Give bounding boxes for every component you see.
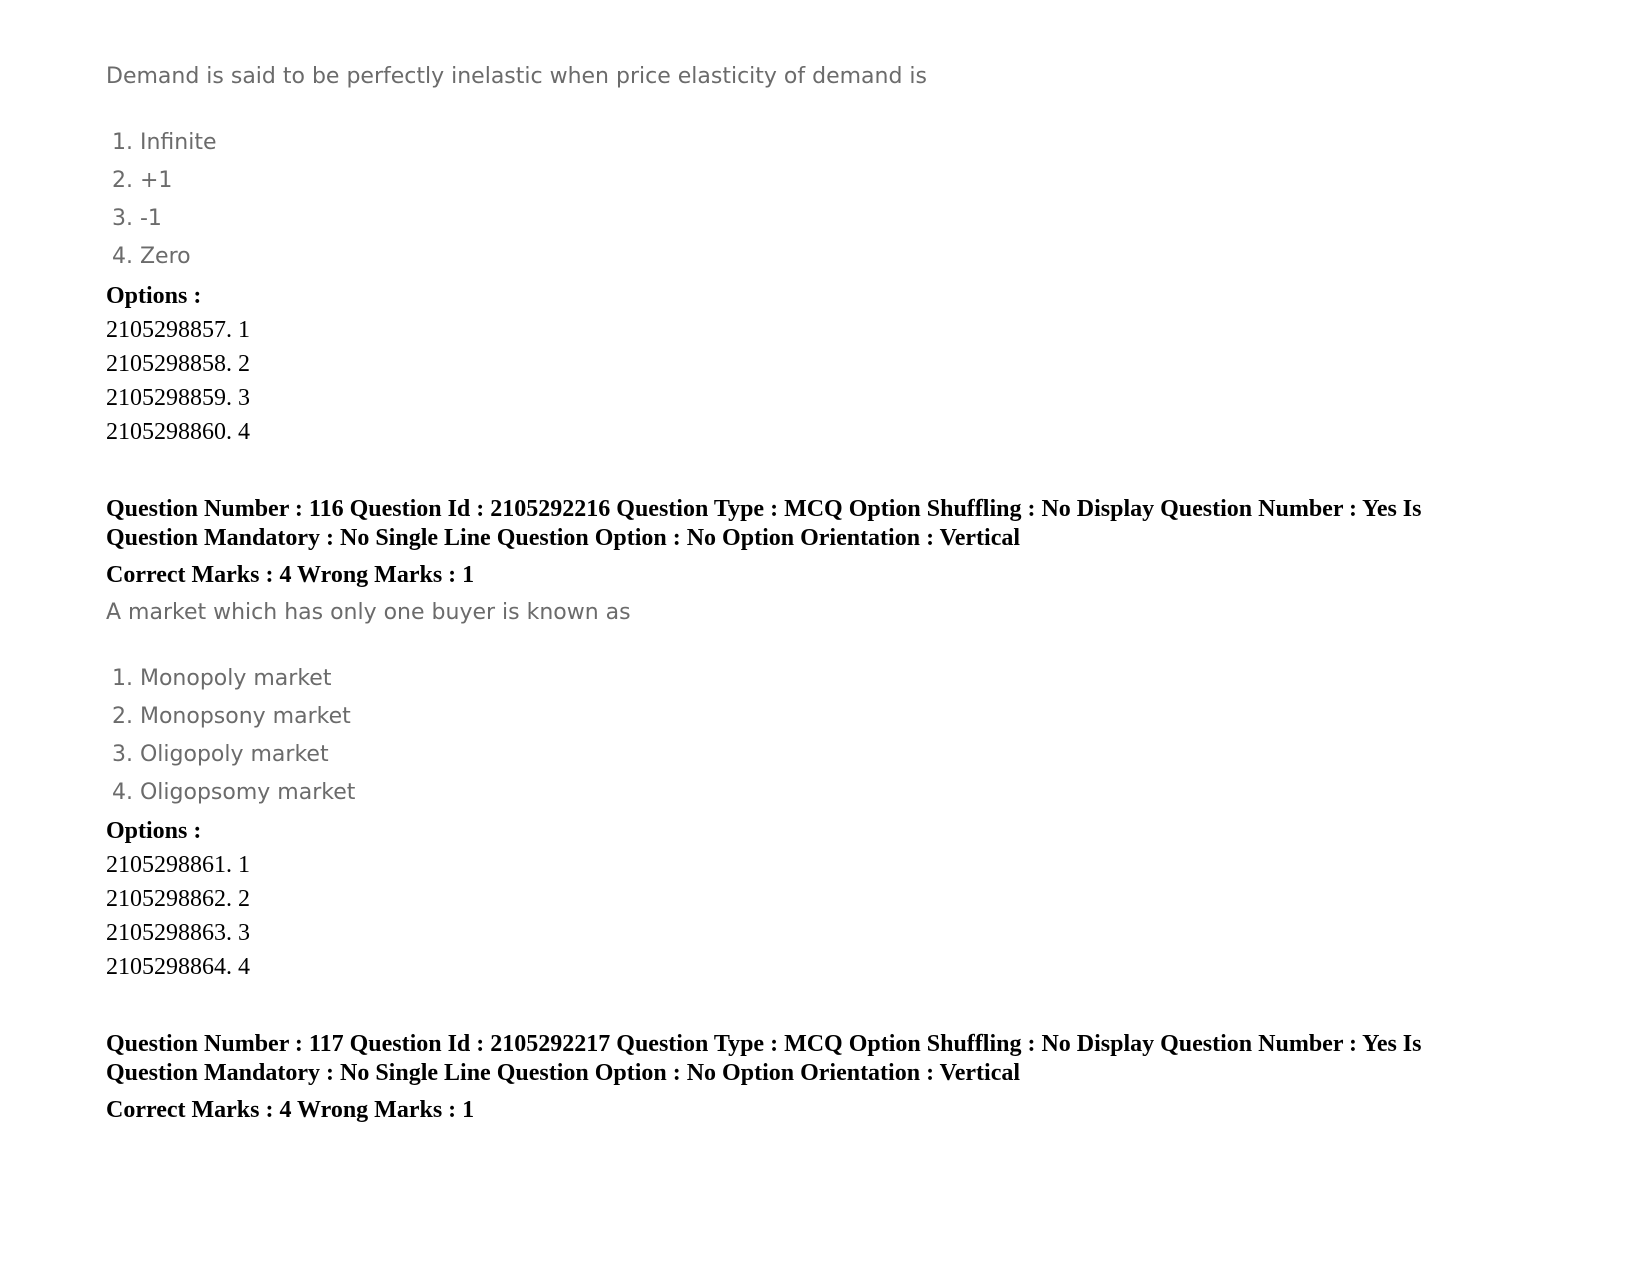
question-meta <box>106 495 1422 553</box>
question-meta <box>106 1030 1422 1088</box>
option-row: 2105298864. 4 <box>106 954 250 980</box>
meta-line: Question Number : 117 Question Id : 2105292217 Question Type : MCQ Option Shuffling : No Display Question Number : Yes Is <box>106 1031 1422 1057</box>
option-row: 2105298859. 3 <box>106 385 250 411</box>
options-label: Options : <box>106 818 202 844</box>
choice-item: 4. Oligopsomy market <box>112 780 356 805</box>
choice-item: 1. Monopoly market <box>112 666 332 691</box>
question-text: A market which has only one buyer is known as <box>106 600 631 625</box>
marks-line: Correct Marks : 4 Wrong Marks : 1 <box>106 1097 475 1123</box>
option-row: 2105298863. 3 <box>106 920 250 946</box>
choice-item: 2. +1 <box>112 168 173 193</box>
options-label: Options : <box>106 283 202 309</box>
choice-list <box>106 124 217 276</box>
meta-line: Question Mandatory : No Single Line Question Option : No Option Orientation : Vertical <box>106 1060 1021 1086</box>
option-row: 2105298860. 4 <box>106 419 250 445</box>
choice-list <box>106 660 355 812</box>
question-text: Demand is said to be perfectly inelastic when price elasticity of demand is <box>106 64 928 89</box>
option-row: 2105298858. 2 <box>106 351 250 377</box>
option-row: 2105298857. 1 <box>106 317 250 343</box>
choice-item: 4. Zero <box>112 244 191 269</box>
choice-item: 3. Oligopoly market <box>112 742 329 767</box>
options-section <box>106 814 250 984</box>
option-row: 2105298861. 1 <box>106 852 250 878</box>
choice-item: 3. -1 <box>112 206 162 231</box>
meta-line: Question Mandatory : No Single Line Question Option : No Option Orientation : Vertical <box>106 525 1021 551</box>
meta-line: Question Number : 116 Question Id : 2105292216 Question Type : MCQ Option Shuffling : No Display Question Number : Yes Is <box>106 496 1422 522</box>
marks-line: Correct Marks : 4 Wrong Marks : 1 <box>106 562 475 588</box>
options-section <box>106 279 250 449</box>
option-row: 2105298862. 2 <box>106 886 250 912</box>
choice-item: 1. Infinite <box>112 130 217 155</box>
choice-item: 2. Monopsony market <box>112 704 351 729</box>
